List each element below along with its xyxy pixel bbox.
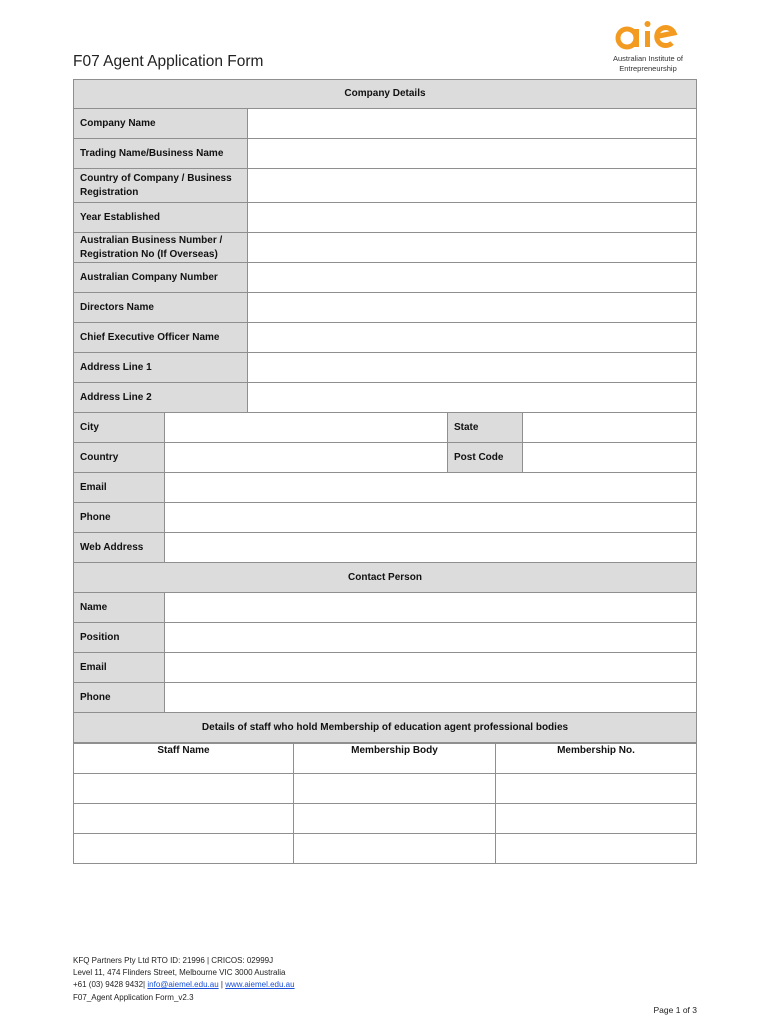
membership-body-cell[interactable]: [294, 774, 496, 804]
staff-membership-table: [73, 743, 697, 864]
staff-name-cell[interactable]: [74, 774, 294, 804]
label-address-line-2: Address Line 2: [74, 383, 248, 413]
footer-phone: +61 (03) 9428 9432|: [73, 980, 146, 990]
label-contact-name: Name: [74, 593, 165, 623]
page-title: F07 Agent Application Form: [73, 53, 264, 70]
address-line-1-field[interactable]: [248, 353, 697, 383]
company-phone-field[interactable]: [165, 503, 697, 533]
year-established-field[interactable]: [248, 203, 697, 233]
country-field[interactable]: [165, 443, 448, 473]
table-row: [74, 804, 697, 834]
state-field[interactable]: [523, 413, 697, 443]
footer-document-id: F07_Agent Application Form_v2.3: [73, 992, 194, 1002]
footer: [73, 955, 295, 1004]
country-registration-field[interactable]: [248, 169, 697, 203]
company-email-field[interactable]: [165, 473, 697, 503]
web-address-field[interactable]: [165, 533, 697, 563]
logo: [596, 18, 700, 78]
section-contact-person: Contact Person: [74, 563, 697, 593]
section-company-details: Company Details: [74, 80, 697, 109]
logo-line-1: Australian Institute of: [612, 54, 684, 63]
label-abn: Australian Business Number / Registration No (If Overseas): [74, 233, 248, 263]
column-header-membership-no: Membership No.: [496, 744, 697, 774]
label-contact-phone: Phone: [74, 683, 165, 713]
page-number: Page 1 of 3: [653, 1005, 697, 1015]
label-contact-email: Email: [74, 653, 165, 683]
label-company-email: Email: [74, 473, 165, 503]
membership-no-cell[interactable]: [496, 834, 697, 864]
footer-email-link[interactable]: info@aiemel.edu.au: [147, 980, 219, 990]
abn-field[interactable]: [248, 233, 697, 263]
footer-separator: |: [220, 980, 223, 990]
directors-name-field[interactable]: [248, 293, 697, 323]
membership-no-cell[interactable]: [496, 804, 697, 834]
trading-name-field[interactable]: [248, 139, 697, 169]
label-company-phone: Phone: [74, 503, 165, 533]
label-state: State: [448, 413, 523, 443]
label-address-line-1: Address Line 1: [74, 353, 248, 383]
contact-position-field[interactable]: [165, 623, 697, 653]
footer-contact-line: [73, 979, 295, 991]
ceo-name-field[interactable]: [248, 323, 697, 353]
label-trading-name: Trading Name/Business Name: [74, 139, 248, 169]
table-row: [74, 774, 697, 804]
logo-line-2: Entrepreneurship: [619, 63, 677, 73]
contact-name-field[interactable]: [165, 593, 697, 623]
membership-body-cell[interactable]: [294, 804, 496, 834]
acn-field[interactable]: [248, 263, 697, 293]
label-contact-position: Position: [74, 623, 165, 653]
city-field[interactable]: [165, 413, 448, 443]
label-ceo-name: Chief Executive Officer Name: [74, 323, 248, 353]
table-row: [74, 834, 697, 864]
application-form-table: [73, 79, 697, 743]
label-post-code: Post Code: [448, 443, 523, 473]
membership-no-cell[interactable]: [496, 774, 697, 804]
label-city: City: [74, 413, 165, 443]
label-country-registration: Country of Company / Business Registration: [74, 169, 248, 203]
contact-email-field[interactable]: [165, 653, 697, 683]
label-year-established: Year Established: [74, 203, 248, 233]
company-name-field[interactable]: [248, 109, 697, 139]
label-directors-name: Directors Name: [74, 293, 248, 323]
footer-company-line: KFQ Partners Pty Ltd RTO ID: 21996 | CRICOS: 02999J: [73, 956, 274, 965]
section-staff-membership: Details of staff who hold Membership of education agent professional bodies: [74, 713, 697, 743]
aie-logo-icon: [614, 18, 684, 54]
staff-name-cell[interactable]: [74, 804, 294, 834]
staff-name-cell[interactable]: [74, 834, 294, 864]
label-acn: Australian Company Number: [74, 263, 248, 293]
label-web-address: Web Address: [74, 533, 165, 563]
label-company-name: Company Name: [74, 109, 248, 139]
address-line-2-field[interactable]: [248, 383, 697, 413]
column-header-membership-body: Membership Body: [294, 744, 496, 774]
membership-body-cell[interactable]: [294, 834, 496, 864]
post-code-field[interactable]: [523, 443, 697, 473]
column-header-staff-name: Staff Name: [74, 744, 294, 774]
footer-address-line: Level 11, 474 Flinders Street, Melbourne VIC 3000 Australia: [73, 968, 286, 978]
footer-web-link[interactable]: www.aiemel.edu.au: [225, 980, 295, 990]
label-country: Country: [74, 443, 165, 473]
contact-phone-field[interactable]: [165, 683, 697, 713]
